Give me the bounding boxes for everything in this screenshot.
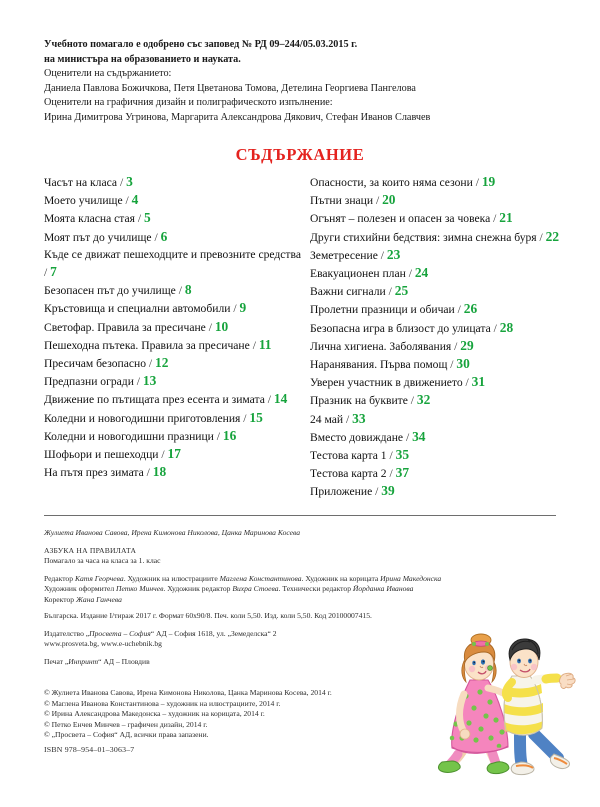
toc-entry[interactable]: [310, 282, 590, 300]
toc-separator: /: [161, 448, 168, 462]
toc-page-number: 17: [167, 446, 181, 462]
toc-entry-title: Коледни и новогодишни празници: [44, 429, 217, 443]
toc-separator: /: [148, 357, 156, 371]
toc-page-number: 9: [239, 300, 247, 316]
credits-name: Ирина Македонска: [380, 573, 442, 583]
toc-entry-title: Лична хигиена. Заболявания: [310, 339, 455, 353]
toc-page-number: 4: [131, 192, 139, 208]
approval-line: Учебното помагало е одобрено със заповед № РД 09–244/05.03.2015 г.: [44, 39, 358, 50]
toc-page-number: 18: [152, 464, 167, 480]
publisher-name: Просвета – София: [89, 628, 151, 638]
toc-separator: /: [375, 194, 383, 208]
toc-entry[interactable]: [44, 427, 306, 445]
toc-page-number: 14: [273, 391, 288, 407]
toc-page-number: 23: [386, 246, 401, 262]
toc-separator: /: [267, 393, 274, 407]
credits-text: . Художник на илюстрациите: [123, 573, 220, 583]
credits-line-2: [44, 584, 556, 595]
toc-separator: /: [380, 248, 387, 262]
copyright-line: © Маглена Иванова Константинова – художник на илюстрациите, 2014 г.: [44, 698, 281, 708]
colophon-credits: [44, 574, 556, 606]
toc-page-number: 34: [412, 428, 426, 444]
toc-separator: /: [119, 176, 127, 189]
credits-text: . Технически редактор: [278, 584, 353, 594]
toc-entry-title: Огънят – полезен и опасен за човека: [310, 212, 494, 226]
toc-separator: /: [450, 358, 457, 372]
toc-separator: /: [178, 284, 185, 298]
credits-name: Йорданка Иванова: [352, 584, 414, 594]
design-reviewers-label: Оценители на графичния дизайн и полиграфическото изпълнение:: [44, 97, 333, 109]
toc-separator: /: [216, 429, 223, 443]
copyright-line: © „Просвета – София“ АД, всички права запазени.: [44, 730, 209, 740]
content-reviewers-label: Оценители на съдържанието:: [44, 68, 172, 80]
toc-entry-title: Вместо довиждане: [310, 430, 406, 444]
toc-page-number: 31: [471, 374, 486, 390]
toc-entry-title: Важни сигнали: [310, 285, 389, 299]
toc-entry-title: Часът на класа: [44, 176, 120, 189]
toc-entry[interactable]: [310, 464, 590, 482]
credits-name: Жана Ганчева: [75, 594, 122, 604]
toc-separator: /: [154, 230, 161, 244]
toc-page-number: 28: [499, 319, 514, 335]
toc-entry[interactable]: [310, 264, 590, 282]
toc-entry[interactable]: [44, 409, 306, 427]
toc-entry[interactable]: [310, 209, 590, 227]
toc-separator: /: [375, 485, 382, 499]
toc-page-number: 11: [258, 336, 272, 352]
toc-entry[interactable]: [44, 281, 306, 299]
toc-page-number: 3: [126, 174, 133, 189]
credits-line-1: [44, 574, 556, 585]
toc-page-number: 6: [160, 228, 168, 244]
toc-entry-title: Предпазни огради: [44, 375, 137, 389]
toc-entry-title: Пресичам безопасно: [44, 357, 149, 371]
publication-data: [44, 611, 464, 674]
toc-entry-title: Тестова карта 1: [310, 449, 390, 463]
toc-entry[interactable]: [44, 336, 306, 354]
toc-page-number: 12: [155, 355, 169, 371]
page-title: СЪДЪРЖАНИЕ: [235, 145, 365, 164]
toc-entry-title: Коледни и новогодишни приготовления: [44, 411, 244, 425]
toc-entry-title: Къде се движат пешеходците и превозните средства: [44, 247, 301, 261]
copyright-line: © Петко Енчев Минчев – графичен дизайн, 2014 г.: [44, 719, 208, 729]
toc-separator: /: [146, 466, 153, 480]
toc-page-number: 32: [416, 392, 431, 408]
printer-text: “ АД – Пловдив: [98, 656, 150, 666]
toc-entry-title: Празник на буквите: [310, 394, 411, 408]
toc-entry-title: На пътя през зимата: [44, 466, 147, 480]
toc-separator: /: [465, 376, 472, 390]
toc-entry[interactable]: [310, 319, 590, 337]
toc-entry-title: Други стихийни бедствия: зимна снежна буря: [310, 230, 540, 244]
approval-block: [44, 38, 560, 126]
toc-entry-title: Приложение: [310, 485, 376, 499]
printer-text: Печат „: [44, 656, 69, 666]
toc-separator: /: [252, 338, 259, 352]
toc-entry[interactable]: [310, 391, 590, 409]
toc-page-number: 10: [214, 318, 229, 334]
toc-entry-title: Пешеходна пътека. Правила за пресичане: [44, 338, 253, 352]
toc-separator: /: [388, 285, 395, 299]
toc-entry[interactable]: [44, 228, 306, 246]
toc-entry[interactable]: [310, 355, 590, 373]
credits-text: Редактор: [44, 573, 75, 583]
toc-entry-title: Земетресение: [310, 248, 381, 262]
toc-entry[interactable]: [44, 354, 306, 372]
toc-separator: /: [493, 321, 500, 335]
toc-entry[interactable]: [310, 337, 590, 355]
toc-entry[interactable]: [44, 246, 306, 281]
credits-text: Художник оформител: [44, 584, 117, 594]
toc-entry-title: Моят път до училище: [44, 230, 155, 244]
toc-entry[interactable]: [310, 446, 590, 464]
toc-separator: /: [125, 194, 132, 208]
toc-entry[interactable]: [44, 463, 306, 481]
toc-entry-title: Движение по пътищата през есента и зимата: [44, 393, 268, 407]
toc-entry[interactable]: [44, 390, 306, 408]
divider: [44, 515, 556, 516]
colophon-authors: Жулиета Иванова Савова, Ирена Кимонова Николова, Цанка Маринова Косева: [44, 528, 301, 537]
toc-entry[interactable]: [310, 428, 590, 446]
toc-separator: /: [243, 411, 250, 425]
publisher-text: Издателство „: [44, 628, 90, 638]
toc-entry[interactable]: [44, 173, 306, 191]
credits-text: Коректор: [44, 594, 76, 604]
toc-page-number: 30: [456, 356, 470, 372]
copyright-block: [44, 688, 444, 741]
toc-entry[interactable]: [44, 372, 306, 390]
toc-entry[interactable]: [310, 228, 590, 246]
toc-entry-title: Кръстовища и специални автомобили: [44, 302, 234, 316]
toc-entry[interactable]: [310, 373, 590, 391]
toc-page-number: 16: [222, 427, 237, 443]
toc-entry[interactable]: [44, 209, 306, 227]
credits-line-3: [44, 595, 556, 606]
toc-separator: /: [346, 412, 353, 426]
toc-page-number: 7: [50, 264, 57, 280]
toc-separator: /: [389, 449, 396, 463]
toc-separator: /: [389, 467, 396, 481]
toc-page-number: 29: [460, 337, 474, 353]
toc-entry-title: Безопасна игра в близост до улицата: [310, 321, 494, 335]
credits-text: . Художник редактор: [163, 584, 233, 594]
toc-entry-title: Уверен участник в движението: [310, 376, 466, 390]
toc-page-number: 26: [463, 301, 478, 317]
publisher-websites[interactable]: www.prosveta.bg, www.e-uchebnik.bg: [44, 639, 162, 649]
colophon-book-title: АЗБУКА НА ПРАВИЛАТА: [44, 545, 137, 555]
toc-page-number: 15: [249, 409, 263, 425]
credits-name: Маглена Константинова: [219, 573, 302, 583]
toc-separator: /: [454, 339, 461, 353]
toc-separator: /: [475, 176, 482, 189]
toc-separator: /: [410, 394, 417, 408]
two-children-walking-illustration: [424, 628, 576, 776]
toc-columns: [0, 173, 600, 498]
print-info: Българска. Издание I/тираж 2017 г. Формат 60х90/8. Печ. коли 5,50. Изд. коли 5,50. Код 20100007415.: [44, 611, 372, 620]
toc-separator: /: [457, 303, 464, 317]
credits-name: Петко Минчев: [116, 584, 164, 594]
toc-entry[interactable]: [310, 410, 590, 428]
toc-entry-title: Моето училище: [44, 194, 126, 208]
toc-page-number: 37: [395, 465, 410, 481]
toc-entry[interactable]: [310, 191, 590, 209]
toc-entry[interactable]: [310, 482, 590, 500]
toc-entry[interactable]: [310, 246, 590, 264]
approval-line: на министъра на образованието и науката.: [44, 53, 241, 65]
toc-page-number: 24: [414, 265, 429, 281]
toc-page-number: 21: [499, 210, 513, 226]
toc-entry[interactable]: [44, 191, 306, 209]
toc-page-number: 20: [382, 192, 396, 208]
toc-page-number: 13: [142, 373, 157, 389]
toc-entry[interactable]: [44, 318, 306, 336]
toc-entry-title: Светофар. Правила за пресичане: [44, 320, 209, 334]
publisher-text: “ АД – София 1618, ул. „Земеделска“ 2: [150, 628, 277, 638]
content-reviewers-names: Даниела Павлова Божичкова, Петя Цветанова Томова, Детелина Георгиева Пангелова: [44, 82, 416, 94]
toc-separator: /: [539, 230, 546, 244]
toc-page-number: 35: [395, 447, 410, 463]
toc-separator: /: [405, 430, 413, 444]
toc-separator: /: [408, 267, 415, 281]
toc-page-number: 5: [144, 210, 151, 226]
toc-page-number: 8: [184, 282, 192, 298]
toc-entry-title: Тестова карта 2: [310, 467, 390, 481]
credits-name: Катя Георчева: [74, 573, 124, 583]
colophon: [44, 528, 556, 613]
toc-page-number: 19: [481, 174, 496, 189]
toc-column-left: [44, 173, 306, 481]
toc-entry-title: Шофьори и пешеходци: [44, 448, 162, 462]
toc-entry[interactable]: [44, 445, 306, 463]
toc-separator: /: [233, 302, 240, 316]
toc-entry-title: Пролетни празници и обичаи: [310, 303, 458, 317]
toc-separator: /: [137, 212, 144, 226]
design-reviewers-names: Ирина Димитрова Угринова, Маргарита Александрова Дякович, Стефан Иванов Славчев: [44, 111, 431, 123]
copyright-line: © Ирина Александрова Македонска – художник на корицата, 2014 г.: [44, 709, 265, 719]
copyright-line: © Жулиета Иванова Савова, Ирена Кимонова Николова, Цанка Маринова Косева, 2014 г.: [44, 688, 332, 697]
toc-separator: /: [208, 320, 215, 334]
colophon-book-subtitle: Помагало за часа на класа за 1. клас: [44, 556, 161, 566]
toc-entry-title: Евакуационен план: [310, 267, 409, 281]
toc-column-right: [310, 173, 590, 501]
toc-entry-title: Опасности, за които няма сезони: [310, 176, 476, 189]
credits-text: . Художник на корицата: [301, 573, 381, 583]
toc-entry-title: Наранявания. Първа помощ: [310, 358, 451, 372]
printer-line: [44, 657, 464, 668]
isbn: ISBN 978–954–01–3063–7: [44, 745, 135, 754]
toc-page-number: 22: [545, 228, 560, 244]
credits-name: Вихра Стоева: [232, 584, 279, 594]
toc-page-number: 39: [381, 483, 395, 499]
toc-page-number: 25: [394, 283, 409, 299]
toc-entry[interactable]: [310, 173, 590, 191]
toc-entry-title: Пътни знаци: [310, 194, 376, 208]
printer-name: Инпринт: [68, 656, 99, 666]
publisher-line: [44, 629, 464, 640]
toc-separator: /: [136, 375, 143, 389]
toc-separator: /: [493, 212, 500, 226]
toc-separator: /: [44, 266, 51, 280]
toc-page-number: 33: [352, 410, 366, 426]
toc-entry-title: Моята класна стая: [44, 212, 138, 226]
toc-entry[interactable]: [310, 300, 590, 318]
toc-entry[interactable]: [44, 299, 306, 317]
toc-entry-title: 24 май: [310, 412, 346, 426]
toc-entry-title: Безопасен път до училище: [44, 284, 179, 298]
